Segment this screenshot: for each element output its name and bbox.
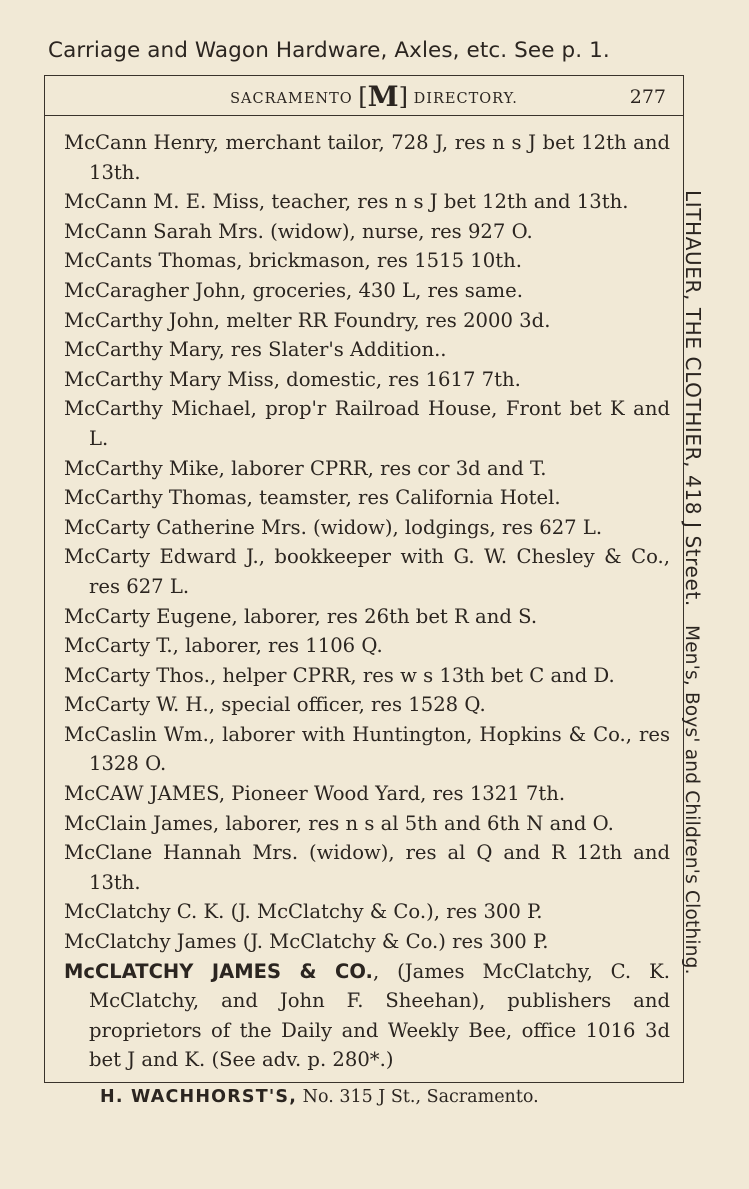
side-advertisement <box>675 190 711 975</box>
directory-entry: McCarty Catherine Mrs. (widow), lodgings, res 627 L. <box>64 515 603 539</box>
directory-entry: McClatchy James (J. McClatchy & Co.) res 300 P. <box>64 930 549 954</box>
directory-entry: McCarthy Thomas, teamster, res California Hotel. <box>64 486 561 510</box>
directory-entry: McClatchy C. K. (J. McClatchy & Co.), res 300 P. <box>64 900 543 924</box>
directory-entry: McCAW JAMES, Pioneer Wood Yard, res 1321 7th. <box>64 782 566 806</box>
page-number: 277 <box>629 86 666 108</box>
running-header <box>44 80 684 116</box>
directory-entry: McCarty T., laborer, res 1106 Q. <box>64 634 383 658</box>
featured-entry-details: , (James McClatchy, C. K. McClatchy, and John F. Sheehan), publishers and proprietors of the Daily and Weekly Bee, office 1016 3d bet J and K. (See adv. p. 280*.) <box>89 959 671 1072</box>
directory-entry: McCarthy Mike, laborer CPRR, res cor 3d and T. <box>64 456 547 480</box>
directory-entry: McCarty Thos., helper CPRR, res w s 13th bet C and D. <box>64 663 615 687</box>
directory-entry: McCann Sarah Mrs. (widow), nurse, res 927 O. <box>64 219 533 243</box>
directory-entry: McCarthy John, melter RR Foundry, res 2000 3d. <box>64 308 551 332</box>
header-letter: M <box>367 80 399 113</box>
bottom-advertisement <box>100 1087 660 1107</box>
directory-entry: McCann M. E. Miss, teacher, res n s J bet 12th and 13th. <box>64 190 629 214</box>
directory-entry: McCarty Eugene, laborer, res 26th bet R and S. <box>64 604 538 628</box>
directory-entry-featured <box>64 957 670 1075</box>
directory-entry: McCarthy Mary Miss, domestic, res 1617 7th. <box>64 367 521 391</box>
header-city: SACRAMENTO <box>230 91 353 107</box>
directory-entry: McCaslin Wm., laborer with Huntington, Hopkins & Co., res 1328 O. <box>64 722 670 776</box>
directory-entry: McClane Hannah Mrs. (widow), res al Q and R 12th and 13th. <box>64 841 670 894</box>
side-ad-clothing: Men's, Boys' and Children's Clothing. <box>681 625 702 975</box>
directory-entry: McCarty W. H., special officer, res 1528 Q. <box>64 693 486 717</box>
directory-entries <box>64 128 670 1075</box>
directory-entry: McCarthy Michael, prop'r Railroad House, Front bet K and L. <box>64 397 670 450</box>
directory-entry: McCaragher John, groceries, 430 L, res same. <box>64 278 523 302</box>
featured-entry-name: McCLATCHY JAMES & CO. <box>64 959 373 983</box>
bottom-ad-address: No. 315 J St., Sacramento. <box>297 1087 539 1107</box>
side-ad-clothier: LITHAUER, THE CLOTHIER, 418 J Street. <box>681 190 705 607</box>
bottom-ad-name: H. WACHHORST'S, <box>100 1087 298 1107</box>
directory-entry: McCarty Edward J., bookkeeper with G. W. Chesley & Co., res 627 L. <box>64 545 670 598</box>
directory-entry: McCants Thomas, brickmason, res 1515 10th. <box>64 249 522 273</box>
directory-entry: McCann Henry, merchant tailor, 728 J, res n s J bet 12th and 13th. <box>64 131 670 184</box>
header-title <box>209 80 539 114</box>
directory-entry: McCarthy Mary, res Slater's Addition.. <box>64 338 447 362</box>
top-advertisement: Carriage and Wagon Hardware, Axles, etc. See p. 1. <box>48 38 610 63</box>
header-bracket-open: [ <box>358 83 368 111</box>
header-directory: DIRECTORY. <box>413 91 518 107</box>
header-bracket-close: ] <box>398 83 409 111</box>
directory-entry: McClain James, laborer, res n s al 5th and 6th N and O. <box>64 811 614 835</box>
